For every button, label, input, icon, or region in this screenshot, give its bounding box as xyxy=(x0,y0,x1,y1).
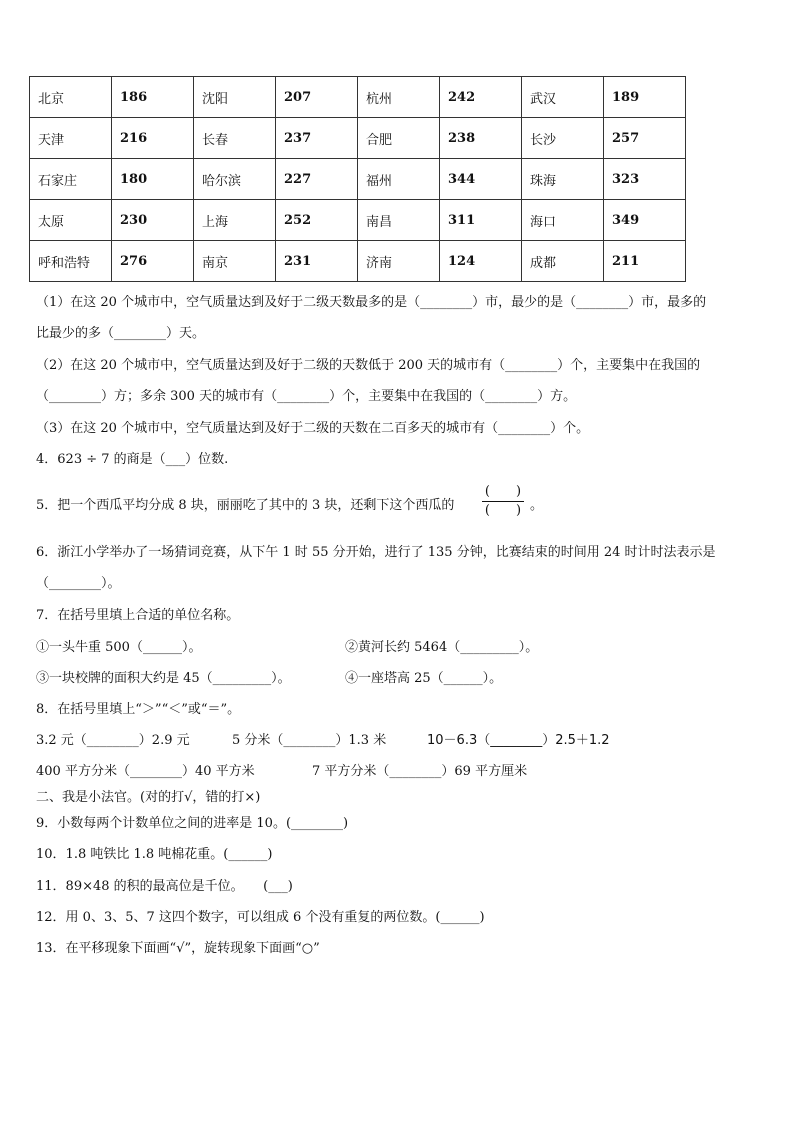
city-air-quality-table xyxy=(29,76,686,282)
days-value-cell: 207 xyxy=(276,77,358,118)
question-line: 8．在括号里填上“＞”“＜”或“＝”。 xyxy=(36,702,241,717)
question-line: ①一头牛重 500（______）。 xyxy=(36,640,202,655)
city-name-cell: 成都 xyxy=(522,241,604,282)
city-name-cell: 长沙 xyxy=(522,118,604,159)
days-value-cell: 276 xyxy=(112,241,194,282)
question-line: ②黄河长约 5464（_________）。 xyxy=(345,640,539,655)
question-line: ④一座塔高 25（______）。 xyxy=(345,671,503,686)
days-value-cell: 323 xyxy=(604,159,686,200)
city-name-cell: 福州 xyxy=(358,159,440,200)
question-line: 7 平方分米（________）69 平方厘米 xyxy=(312,764,528,779)
blank-fraction xyxy=(482,484,524,519)
fraction-bar xyxy=(482,501,524,502)
city-name-cell: 长春 xyxy=(194,118,276,159)
days-value-cell: 211 xyxy=(604,241,686,282)
table-row xyxy=(30,241,686,282)
city-name-cell: 呼和浩特 xyxy=(30,241,112,282)
days-value-cell: 344 xyxy=(440,159,522,200)
question-line: 13．在平移现象下面画“√”，旋转现象下面画“○” xyxy=(36,941,320,956)
days-value-cell: 252 xyxy=(276,200,358,241)
city-name-cell: 天津 xyxy=(30,118,112,159)
question-line: 5．把一个西瓜平均分成 8 块，丽丽吃了其中的 3 块，还剩下这个西瓜的 xyxy=(36,498,455,513)
question-line: 10．1.8 吨铁比 1.8 吨棉花重。(______) xyxy=(36,847,273,862)
question-line: ③一块校牌的面积大约是 45（_________）。 xyxy=(36,671,291,686)
q8-math-comparison: 10－6.3（________）2.5＋1.2 xyxy=(427,733,610,748)
question-line: 。 xyxy=(530,498,544,513)
city-name-cell: 太原 xyxy=(30,200,112,241)
days-value-cell: 227 xyxy=(276,159,358,200)
table-row xyxy=(30,118,686,159)
city-name-cell: 上海 xyxy=(194,200,276,241)
city-name-cell: 武汉 xyxy=(522,77,604,118)
city-name-cell: 南昌 xyxy=(358,200,440,241)
days-value-cell: 124 xyxy=(440,241,522,282)
question-line: （2）在这 20 个城市中，空气质量达到及好于二级的天数低于 200 天的城市有（________）个，主要集中在我国的 xyxy=(36,358,701,373)
days-value-cell: 216 xyxy=(112,118,194,159)
question-line: 6．浙江小学举办了一场猜词竞赛，从下午 1 时 55 分开始，进行了 135 分钟，比赛结束的时间用 24 时计时法表示是 xyxy=(36,545,716,560)
question-line: 7．在括号里填上合适的单位名称。 xyxy=(36,608,240,623)
city-name-cell: 合肥 xyxy=(358,118,440,159)
fraction-numerator: ( ) xyxy=(484,484,522,499)
days-value-cell: 186 xyxy=(112,77,194,118)
question-line: 比最少的多（________）天。 xyxy=(36,326,206,341)
question-line: 9．小数每两个计数单位之间的进率是 10。(________) xyxy=(36,816,349,831)
table-row xyxy=(30,200,686,241)
city-name-cell: 北京 xyxy=(30,77,112,118)
city-name-cell: 沈阳 xyxy=(194,77,276,118)
days-value-cell: 238 xyxy=(440,118,522,159)
city-name-cell: 杭州 xyxy=(358,77,440,118)
days-value-cell: 257 xyxy=(604,118,686,159)
question-line: 11．89×48 的积的最高位是千位。 (___) xyxy=(36,879,293,894)
city-name-cell: 南京 xyxy=(194,241,276,282)
days-value-cell: 230 xyxy=(112,200,194,241)
city-name-cell: 哈尔滨 xyxy=(194,159,276,200)
days-value-cell: 311 xyxy=(440,200,522,241)
question-line: 二、我是小法官。(对的打√，错的打×) xyxy=(36,790,261,805)
question-line: 3.2 元（________）2.9 元 xyxy=(36,733,190,748)
question-line: （3）在这 20 个城市中，空气质量达到及好于二级的天数在二百多天的城市有（________）个。 xyxy=(36,421,590,436)
days-value-cell: 189 xyxy=(604,77,686,118)
fraction-denominator: ( ) xyxy=(484,503,522,518)
question-line: 400 平方分米（________）40 平方米 xyxy=(36,764,255,779)
days-value-cell: 180 xyxy=(112,159,194,200)
question-line: 12．用 0、3、5、7 这四个数字，可以组成 6 个没有重复的两位数。(______) xyxy=(36,910,485,925)
table-row xyxy=(30,77,686,118)
city-name-cell: 海口 xyxy=(522,200,604,241)
days-value-cell: 231 xyxy=(276,241,358,282)
days-value-cell: 242 xyxy=(440,77,522,118)
city-name-cell: 珠海 xyxy=(522,159,604,200)
city-name-cell: 济南 xyxy=(358,241,440,282)
question-line: （________）。 xyxy=(36,576,121,591)
days-value-cell: 237 xyxy=(276,118,358,159)
city-name-cell: 石家庄 xyxy=(30,159,112,200)
table-row xyxy=(30,159,686,200)
question-line: 4．623 ÷ 7 的商是（___）位数. xyxy=(36,452,229,467)
days-value-cell: 349 xyxy=(604,200,686,241)
question-line: 5 分米（________）1.3 米 xyxy=(232,733,387,748)
question-line: （________）方；多余 300 天的城市有（________）个，主要集中在我国的（________）方。 xyxy=(36,389,577,404)
question-line: （1）在这 20 个城市中，空气质量达到及好于二级天数最多的是（________）市，最少的是（________）市，最多的 xyxy=(36,295,707,310)
